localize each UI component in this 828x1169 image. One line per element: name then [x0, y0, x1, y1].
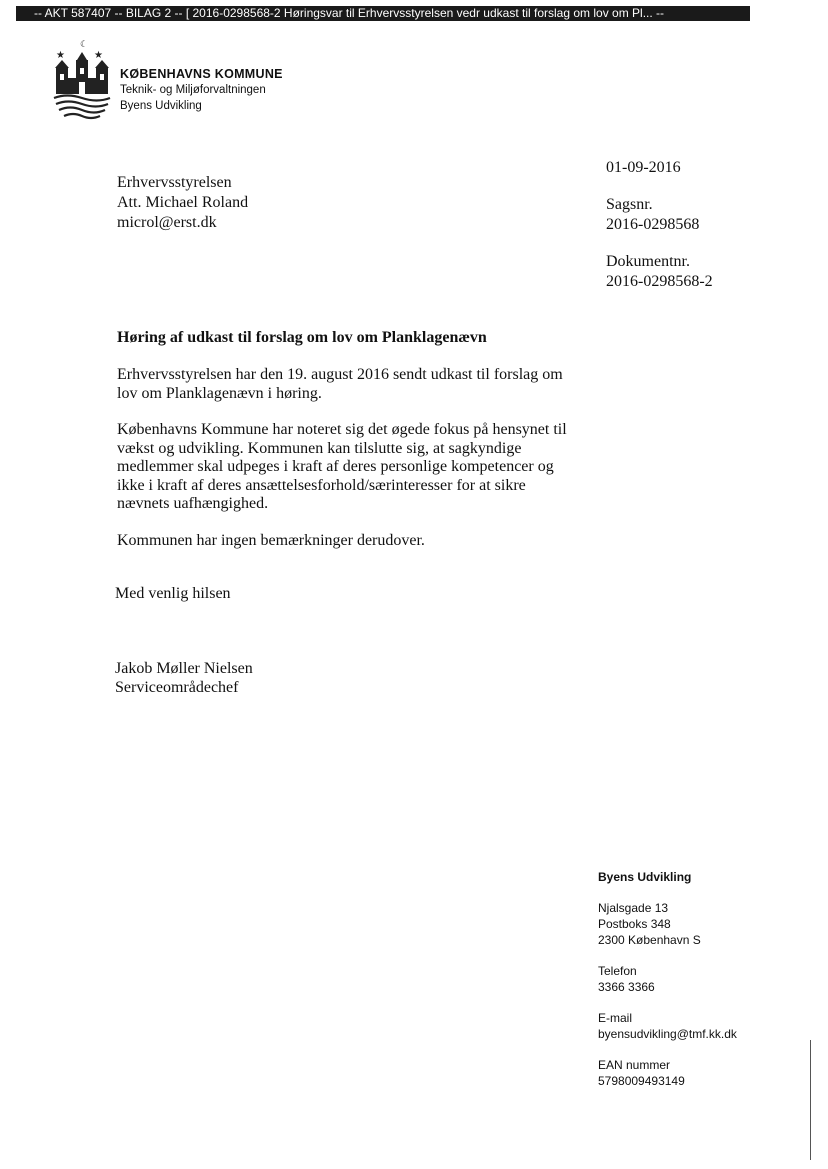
sender-contact-footer: [598, 869, 737, 1104]
footer-phone: 3366 3366: [598, 980, 655, 994]
footer-street: Njalsgade 13: [598, 901, 669, 915]
footer-phone-group: [598, 963, 737, 995]
document-banner: -- AKT 587407 -- BILAG 2 -- [ 2016-0298568-2 Høringsvar til Erhvervsstyrelsen vedr udkast til forslag om lov om Pl... --: [16, 6, 750, 21]
footer-address: [598, 900, 737, 948]
signature-block: [115, 659, 253, 697]
copenhagen-coat-of-arms-logo: [52, 38, 112, 122]
footer-email-label: E-mail: [598, 1011, 633, 1025]
organization-header: [120, 66, 283, 114]
organization-name: KØBENHAVNS KOMMUNE: [120, 67, 283, 81]
recipient-attention: Att. Michael Roland: [117, 194, 249, 211]
footer-pobox: Postboks 348: [598, 917, 671, 931]
footer-department: Byens Udvikling: [598, 870, 692, 884]
letter-date: 01-09-2016: [606, 159, 681, 176]
document-number-label: Dokumentnr.: [606, 253, 690, 270]
case-number: 2016-0298568: [606, 216, 700, 233]
recipient-organization: Erhvervsstyrelsen: [117, 174, 232, 191]
recipient-email: microl@erst.dk: [117, 214, 217, 231]
body-paragraph: Kommunen har ingen bemærkninger derudover.: [117, 531, 425, 549]
footer-email-group: [598, 1010, 737, 1042]
signer-name: Jakob Møller Nielsen: [115, 660, 253, 677]
footer-phone-label: Telefon: [598, 964, 637, 978]
letter-closing: Med venlig hilsen: [115, 585, 231, 602]
footer-ean: 5798009493149: [598, 1074, 685, 1088]
body-paragraph: Københavns Kommune har noteret sig det øgede fokus på hensynet til vækst og udvikling. Kommunen kan tilslutte sig, at sagkyndige medlemmer skal udpeges i kraft af deres personlige kompetencer og ikke i kraft af deres ansættelsesforhold/særinteresser for at sikre nævnets uafhængighed.: [117, 421, 567, 512]
footer-email: byensudvikling@tmf.kk.dk: [598, 1027, 737, 1041]
case-number-label: Sagsnr.: [606, 196, 653, 213]
organization-department: Byens Udvikling: [120, 100, 202, 112]
footer-ean-group: [598, 1057, 737, 1089]
document-number: 2016-0298568-2: [606, 273, 713, 290]
recipient-address: [117, 173, 248, 233]
svg-text:☾: ☾: [80, 40, 89, 50]
organization-administration: Teknik- og Miljøforvaltningen: [120, 84, 266, 96]
document-meta: [606, 158, 713, 309]
footer-ean-label: EAN nummer: [598, 1058, 671, 1072]
svg-text:★: ★: [94, 50, 103, 61]
letter-subject: Høring af udkast til forslag om lov om Planklagenævn: [117, 329, 487, 346]
letter-body: [117, 366, 577, 568]
body-paragraph: Erhvervsstyrelsen har den 19. august 2016 sendt udkast til forslag om lov om Planklagenævn i høring.: [117, 366, 563, 402]
scan-edge-divider: [810, 1040, 811, 1160]
footer-city: 2300 København S: [598, 933, 701, 947]
svg-text:★: ★: [56, 50, 65, 61]
signer-title: Serviceområdechef: [115, 679, 239, 696]
